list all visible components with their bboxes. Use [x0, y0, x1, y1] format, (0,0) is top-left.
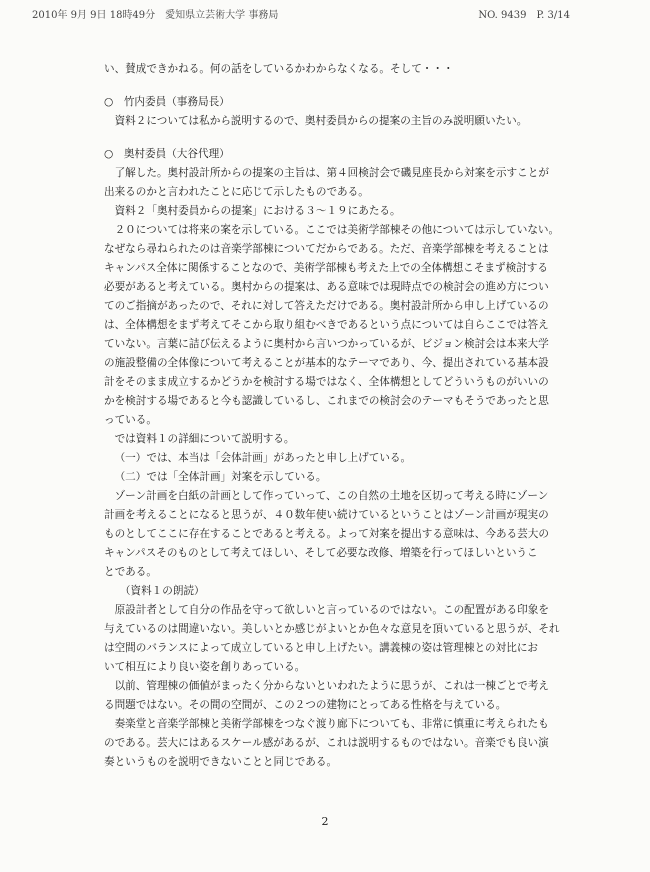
text-line: は、全体構想をまず考えてそこから取り組むべきであるという点については自らここでは答え — [104, 319, 549, 331]
text-line: 資料２については私から説明するので、奥村委員からの提案の主旨のみ説明願いたい。 — [114, 115, 528, 127]
text-line: っている。 — [104, 414, 157, 426]
text-line: いて相互により良い姿を創りあっている。 — [104, 661, 306, 673]
text-line: 計画を考えることになると思うが、４０数年使い続けているということはゾーン計画が現実の — [104, 509, 549, 521]
text-line: 必要があると考えている。奥村からの提案は、ある意味では現時点での検討会の進め方につい — [104, 281, 549, 293]
text-line: 資料２「奥村委員からの提案」における３～１９にあたる。 — [114, 205, 401, 217]
text-line: 計をそのまま成立するかどうかを検討する場ではなく、全体構想としてどういうものがいいの — [104, 376, 549, 388]
text-line: 了解した。奥村設計所からの提案の主旨は、第４回検討会で磯見座長から対案を示すことが — [114, 167, 549, 179]
text-line: ていない。言葉に詰び伝えるように奥村から言いつかっているが、ビジョン検討会は本来大学 — [104, 338, 549, 350]
text-line: （一）では、本当は「会体計画」があったと申し上げている。 — [114, 452, 412, 464]
text-line: る問題ではない。その間の空間が、この２つの建物にとってある性格を与えている。 — [104, 699, 507, 711]
text-line: 与えているのは間違いない。美しいとか感じがよいとか色々な意見を頂いていると思うが、それ — [104, 623, 560, 635]
text-line: かを検討する場であると今も認識しているし、これまでの検討会のテーマもそうであったと思 — [104, 395, 549, 407]
text-line: い、賛成できかねる。何の話をしているかわからなくなる。そして・・・ — [104, 63, 454, 75]
text-line: ものとしてここに存在することであると考える。よって対案を提出する意味は、今ある芸大の — [104, 528, 549, 540]
document-body — [104, 60, 592, 772]
text-line: では資料１の詳細について説明する。 — [114, 433, 295, 445]
text-line: 奏というものを説明できないことと同じである。 — [104, 756, 338, 768]
text-line: 奏楽堂と音楽学部棟と美術学部棟をつなぐ渡り廊下についても、非常に慎重に考えられたも — [114, 718, 549, 730]
text-line: 出来るのかと言われたことに応じて示したものである。 — [104, 186, 369, 198]
text-line: 原設計者として自分の作品を守って欲しいと言っているのではない。この配置がある印象を — [114, 604, 549, 616]
text-line: （資料１の朗読） — [119, 585, 205, 597]
text-line: ゾーン計画を白紙の計画として作っていって、この自然の土地を区切って考える時にゾーン — [114, 490, 549, 502]
paragraph-explanation — [104, 112, 592, 131]
page-number: 2 — [321, 815, 329, 828]
text-line: キャンパスそのものとして考えてほしい、そして必要な改修、増築を行ってほしいというこ — [104, 547, 538, 559]
fax-header-left: 2010年 9月 9日 18時49分 愛知県立芸術大学 事務局 — [32, 10, 279, 21]
fax-header-right: NO. 9439 P. 3/14 — [478, 10, 570, 21]
speaker-heading: ○ 奥村委員（大谷代理） — [104, 148, 230, 160]
text-line: のである。芸大にはあるスケール感があるが、これは説明するものではない。音楽でも良い演 — [104, 737, 549, 749]
paragraph-continuation — [104, 60, 592, 79]
text-line: の施設整備の全体像について考えることが基本的なテーマであり、今、提出されている基本設 — [104, 357, 549, 369]
text-line: 以前、管理棟の価値がまったく分からないといわれたように思うが、これは一棟ごとで考え — [114, 680, 549, 692]
text-line: キャンパス全体に関係することなので、美術学部棟も考えた上での全体構想こそまず検討する — [104, 262, 548, 274]
text-line: ２０については将来の案を示している。ここでは美術学部棟その他については示していない。 — [114, 224, 560, 236]
text-line: てのご指摘があったので、それに対して答えただけである。奥村設計所から申し上げているの — [104, 300, 549, 312]
paragraph-main — [104, 164, 592, 772]
text-line: （二）では「全体計画」対案を示している。 — [114, 471, 327, 483]
text-line: なぜなら尋ねられたのは音楽学部棟についてだからである。ただ、音楽学部棟を考えることは — [104, 243, 549, 255]
speaker-heading: ○ 竹内委員（事務局長） — [104, 96, 230, 108]
text-line: は空間のバランスによって成立していると申し上げたい。講義棟の姿は管理棟との対比にお — [104, 642, 539, 654]
text-line: とである。 — [104, 566, 157, 578]
